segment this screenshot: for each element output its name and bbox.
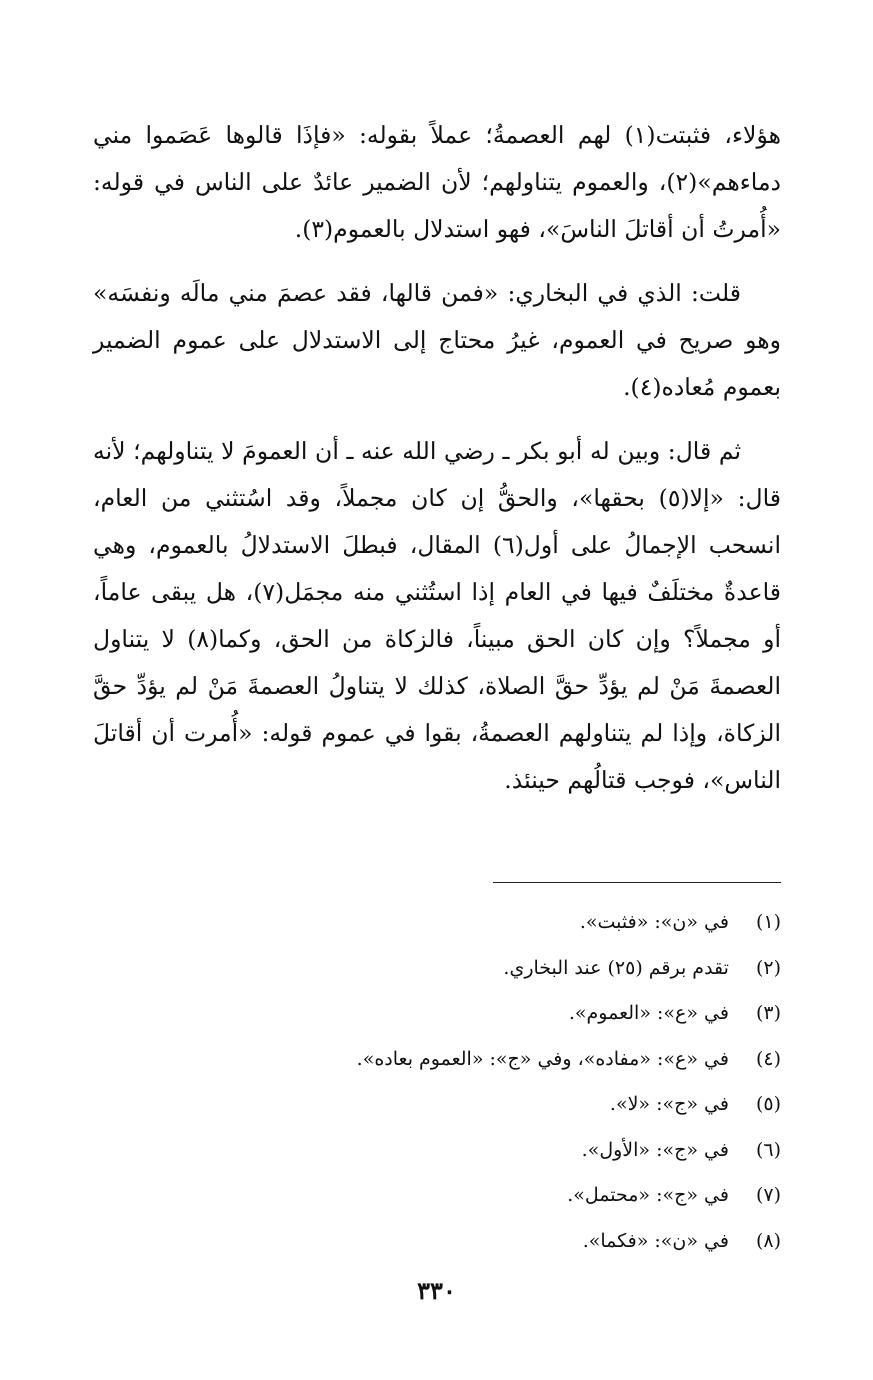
footnote-number: (٢) [755,956,781,979]
footnote-number: (٦) [755,1138,781,1161]
footnote-6 [93,1128,781,1174]
footnote-5 [93,1082,781,1128]
footnote-2 [93,946,781,992]
footnote-4 [93,1037,781,1083]
footnote-7 [93,1173,781,1219]
footnote-divider [493,882,781,883]
main-text [93,112,781,821]
footnote-3 [93,991,781,1037]
paragraph-1: هؤلاء، فثبتت(١) لهم العصمةُ؛ عملاً بقوله: «فإذَا قالوها عَصَموا مني دماءهم»(٢)، والعموم يتناولهم؛ لأن الضمير عائدٌ على الناس في قوله: «أُمرتُ أن أقاتلَ الناسَ»، فهو استدلال بالعموم(٣). [93,121,781,243]
footnote-text: في «ن»: «فثبت». [579,911,729,933]
footnote-number: (٣) [755,1002,781,1024]
footnote-text: في «ج»: «محتمل». [567,1184,729,1206]
footnote-text: في «ج»: «الأول». [581,1138,729,1161]
footnote-number: (٤) [755,1047,781,1070]
footnote-text: في «ع»: «مفاده»، وفي «ج»: «العموم بعاده». [356,1047,729,1070]
footnote-number: (٧) [755,1184,781,1206]
footnote-8 [93,1219,781,1265]
paragraph-2: قلت: الذي في البخاري: «فمن قالها، فقد عصمَ مني مالَه ونفسَه» وهو صريح في العموم، غيرُ محتاج إلى الاستدلال على عموم الضمير بعموم مُعاده(٤). [93,279,781,401]
page-number: ٣٣٠ [417,1276,456,1305]
footnote-text: في «ج»: «لا». [609,1093,729,1115]
footnote-1 [93,900,781,946]
footnote-number: (١) [755,911,781,933]
footnote-number: (٥) [755,1093,781,1115]
footnote-text: في «ع»: «العموم». [568,1002,729,1024]
footnote-text: تقدم برقم (٢٥) عند البخاري. [503,956,729,979]
footnotes [93,900,781,1264]
footnote-text: في «ن»: «فكما». [582,1229,729,1252]
footnote-number: (٨) [755,1229,781,1252]
paragraph-3: ثم قال: وبين له أبو بكر ـ رضي الله عنه ـ أن العمومَ لا يتناولهم؛ لأنه قال: «إلا(٥) بحقها»، والحقُّ إن كان مجملاً، وقد اسُتثني من العام، انسحب الإجمالُ على أول(٦) المقال، فبطلَ الاستدلالُ بالعموم، وهي قاعدةٌ مختلَفٌ فيها في العام إذا استُثني منه مجمَل(٧)، هل يبقى عاماً، أو مجملاً؟ وإن كان الحق مبيناً، فالزكاة من الحق، وكما(٨) لا يتناول العصمةَ مَنْ لم يؤدِّ حقَّ الصلاة، كذلك لا يتناولُ العصمةَ مَنْ لم يؤدِّ حقَّ الزكاة، وإذا لم يتناولهم العصمةُ، بقوا في عموم قوله: «أُمرت أن أقاتلَ الناس»، فوجب قتالُهم حينئذ. [93,437,782,794]
